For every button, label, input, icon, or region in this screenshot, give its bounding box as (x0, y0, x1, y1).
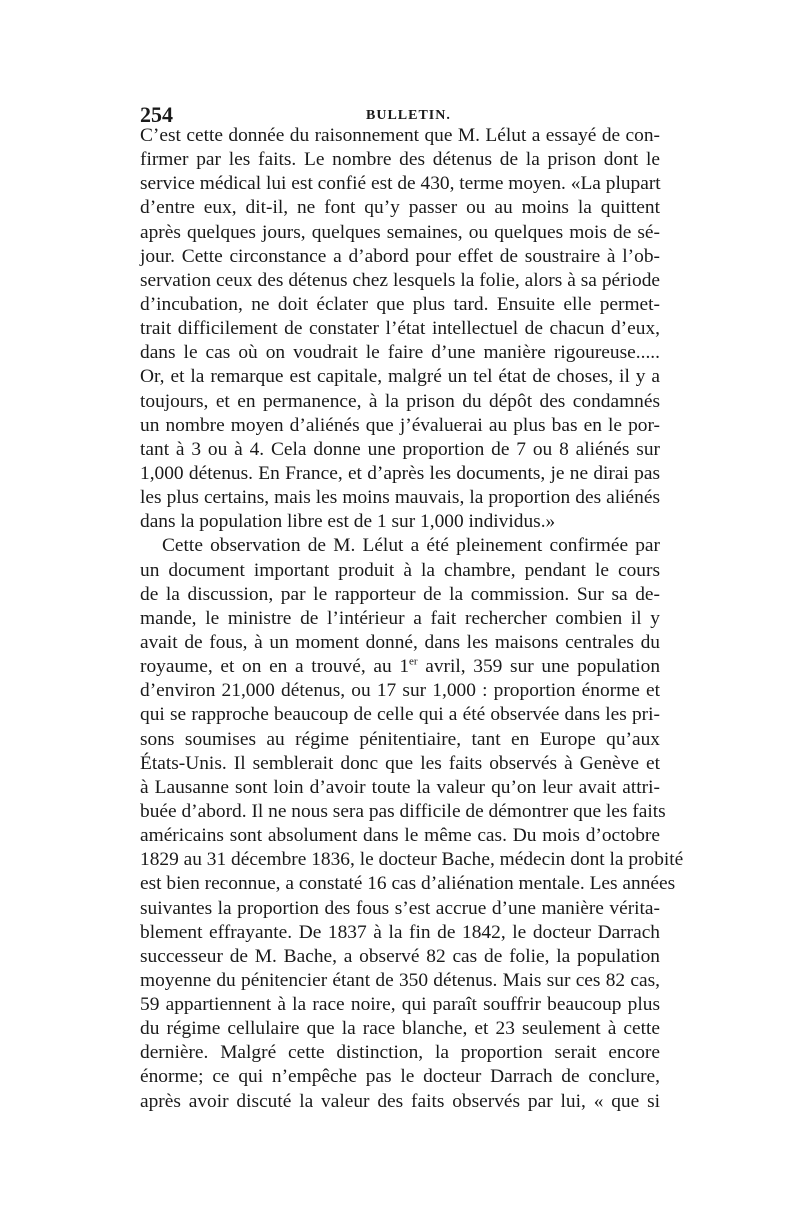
text-line: mande, le ministre de l’intérieur a fait rechercher combien il y (140, 607, 660, 629)
text-line: d’entre eux, dit-il, ne font qu’y passer ou au moins la quittent (140, 197, 660, 219)
text-line: successeur de M. Bache, a observé 82 cas de folie, la population (140, 945, 660, 967)
text-line: Or, et la remarque est capitale, malgré un tel état de choses, il y a (140, 366, 660, 388)
text-line: suivantes la proportion des fous s’est accrue d’une manière vérita- (140, 897, 660, 919)
text-line: États-Unis. Il semblerait donc que les faits observés à Genève et (140, 752, 660, 774)
text-line: qui se rapproche beaucoup de celle qui a été observée dans les pri- (140, 704, 660, 726)
text-line: un nombre moyen d’aliénés que j’évaluerai au plus bas en le por- (140, 414, 660, 436)
text-line: C’est cette donnée du raisonnement que M. Lélut a essayé de con- (140, 125, 660, 146)
text-line: après avoir discuté la valeur des faits observés par lui, « que si (140, 1090, 660, 1112)
text-line: jour. Cette circonstance a d’abord pour effet de soustraire à l’ob- (140, 245, 660, 267)
text-line: toujours, et en permanence, à la prison du dépôt des condamnés (140, 390, 660, 412)
text-line: tant à 3 ou à 4. Cela donne une proportion de 7 ou 8 aliénés sur (140, 438, 660, 460)
text-line: de la discussion, par le rapporteur de la commission. Sur sa de- (140, 583, 660, 605)
text-line: dans la population libre est de 1 sur 1,000 individus.» (140, 511, 556, 533)
text-line: d’environ 21,000 détenus, ou 17 sur 1,000 : proportion énorme et (140, 680, 660, 702)
text-line: un document important produit à la chambre, pendant le cours (140, 559, 660, 581)
text-line: Cette observation de M. Lélut a été pleinement confirmée par (162, 535, 660, 557)
page-number: 254 (140, 102, 173, 127)
text-line: du régime cellulaire que la race blanche, et 23 seulement à cette (140, 1018, 660, 1040)
text-line: firmer par les faits. Le nombre des détenus de la prison dont le (140, 149, 660, 171)
text-segment: avril, 359 sur une population (417, 656, 661, 678)
text-line: à Lausanne sont loin d’avoir toute la valeur qu’on leur avait attri- (140, 776, 660, 798)
text-line: moyenne du pénitencier étant de 350 détenus. Mais sur ces 82 cas, (140, 969, 660, 991)
text-line: les plus certains, mais les moins mauvais, la proportion des aliénés (140, 487, 660, 509)
text-line: avait de fous, à un moment donné, dans les maisons centrales du (140, 631, 660, 653)
running-head: BULLETIN. (366, 108, 451, 123)
body-text (140, 124, 684, 1114)
text-line: d’incubation, ne doit éclater que plus tard. Ensuite elle permet- (140, 293, 660, 315)
text-line: trait difficilement de constater l’état intellectuel de chacun d’eux, (140, 318, 660, 340)
text-line: 1829 au 31 décembre 1836, le docteur Bache, médecin dont la probité (140, 849, 684, 871)
text-line: buée d’abord. Il ne nous sera pas difficile de démontrer que les faits (140, 800, 666, 822)
text-line: dernière. Malgré cette distinction, la proportion serait encore (140, 1042, 660, 1064)
text-line: après quelques jours, quelques semaines, ou quelques mois de sé- (140, 221, 660, 243)
text-line: énorme; ce qui n’empêche pas le docteur Darrach de conclure, (140, 1066, 660, 1088)
text-line: dans le cas où on voudrait le faire d’une manière rigoureuse..... (140, 342, 660, 364)
text-line: sons soumises au régime pénitentiaire, tant en Europe qu’aux (140, 728, 660, 750)
text-line: servation ceux des détenus chez lesquels la folie, alors à sa période (140, 269, 660, 291)
text-line: 59 appartiennent à la race noire, qui paraît souffrir beaucoup plus (140, 994, 660, 1016)
text-line: est bien reconnue, a constaté 16 cas d’aliénation mentale. Les années (140, 873, 676, 895)
superscript: er (409, 655, 418, 668)
text-line: 1,000 détenus. En France, et d’après les documents, je ne dirai pas (140, 462, 660, 484)
text-line: américains sont absolument dans le même cas. Du mois d’octobre (140, 825, 660, 847)
text-line-with-superscript (140, 655, 660, 679)
text-line: service médical lui est confié est de 430, terme moyen. «La plupart (140, 173, 661, 195)
text-segment: royaume, et on en a trouvé, au 1 (140, 656, 410, 678)
text-line: blement effrayante. De 1837 à la fin de 1842, le docteur Darrach (140, 921, 660, 943)
